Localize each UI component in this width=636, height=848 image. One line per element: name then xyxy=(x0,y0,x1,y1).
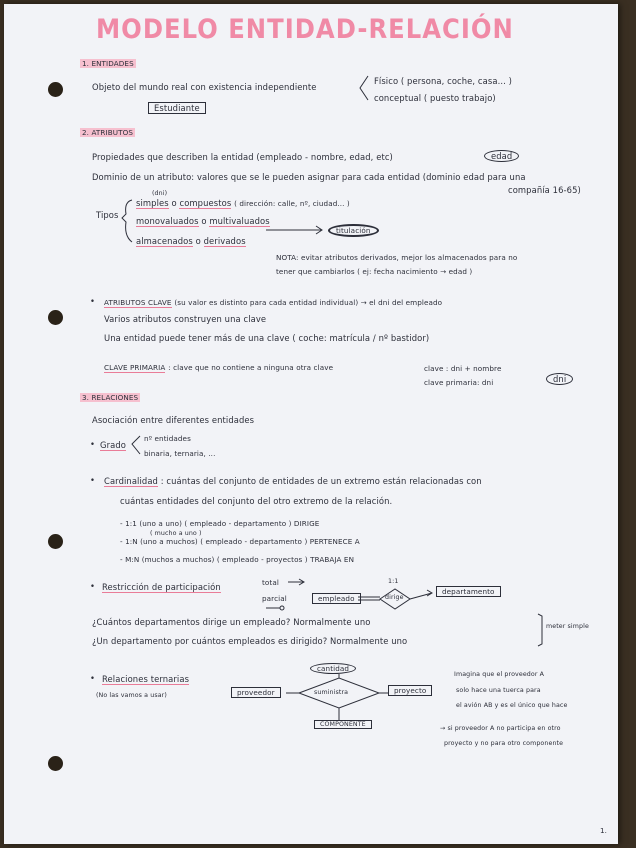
key-oval-dni: dni xyxy=(546,373,573,385)
attribute-cantidad: cantidad xyxy=(310,663,356,674)
page-number: 1. xyxy=(600,826,608,835)
relationship-suministra: suministra xyxy=(314,689,349,696)
clave-line-3: Una entidad puede tener más de una clave ( coche: matrícula / nº bastidor) xyxy=(104,333,430,343)
card-type-1: - 1:1 (uno a uno) ( empleado - departamento ) DIRIGE xyxy=(120,519,320,528)
grado-label: Grado xyxy=(100,440,127,450)
tipo-o: o xyxy=(195,236,201,246)
question-2: ¿Un departamento por cuántos empleados es dirigido? Normalmente uno xyxy=(92,636,408,646)
tipo-compuestos: compuestos xyxy=(179,198,232,208)
bullet: • xyxy=(90,673,96,683)
section-heading-entidades: 1. ENTIDADES xyxy=(82,59,134,68)
restriccion-parcial: parcial xyxy=(262,594,287,603)
multivalued-oval-titulacion: titulación xyxy=(328,224,379,237)
tipos-label: Tipos xyxy=(96,210,119,220)
grado-def-2: binaria, ternaria, ... xyxy=(144,449,216,458)
tipo-monovaluados: monovaluados xyxy=(136,216,199,226)
ternarias-sub: (No las vamos a usar) xyxy=(96,692,167,699)
card-type-2: - 1:N (uno a muchos) ( empleado - departamento ) PERTENECE A xyxy=(120,537,360,546)
ternary-note-4: → si proveedor A no participa en otro xyxy=(440,725,561,732)
bullet: • xyxy=(90,475,96,485)
dominio-definition: Dominio de un atributo: valores que se le pueden asignar para cada entidad (dominio edad para una xyxy=(92,172,526,182)
tipo-o: o xyxy=(171,198,177,208)
bullet: • xyxy=(90,581,96,591)
relationship-dirige: dirige xyxy=(385,594,404,601)
arrow xyxy=(288,579,304,585)
clave-primaria-label: CLAVE PRIMARIA xyxy=(104,363,166,372)
bullet: • xyxy=(90,296,96,306)
card-type-3: - M:N (muchos a muchos) ( empleado - proyectos ) TRABAJA EN xyxy=(120,555,355,564)
restriccion-total: total xyxy=(262,578,279,587)
ratio-label: 1:1 xyxy=(388,578,399,585)
bullet: • xyxy=(90,439,96,449)
entity-proveedor: proveedor xyxy=(231,687,281,698)
entity-componente: COMPONENTE xyxy=(314,720,372,729)
cardinalidad-def-2: cuántas entidades del conjunto del otro extremo de la relación. xyxy=(120,496,393,506)
entity-proyecto: proyecto xyxy=(388,685,432,696)
arrow xyxy=(266,226,322,234)
grado-def-1: nº entidades xyxy=(144,434,191,443)
brace xyxy=(360,76,368,100)
clave-example: clave : dni + nombre xyxy=(424,364,502,373)
tipo-simples: simples xyxy=(136,198,169,208)
tipo-almacenados: almacenados xyxy=(136,236,193,246)
ternary-note-1: Imagina que el proveedor A xyxy=(454,671,545,678)
clave-primaria-example: clave primaria: dni xyxy=(424,378,494,387)
section-heading-atributos: 2. ATRIBUTOS xyxy=(82,128,134,137)
tipo-multivaluados: multivaluados xyxy=(209,216,270,226)
attribute-oval-edad: edad xyxy=(484,150,519,162)
entity-example-box: Estudiante xyxy=(148,102,206,114)
clave-primaria-def: : clave que no contiene a ninguna otra clave xyxy=(168,363,334,372)
brace xyxy=(122,200,132,242)
atributos-clave-def: (su valor es distinto para cada entidad individual) → el dni del empleado xyxy=(174,298,443,307)
notebook-page xyxy=(4,4,618,844)
diagram-strokes xyxy=(4,4,618,844)
relationship-diamond xyxy=(380,589,410,609)
tipo-derivados: derivados xyxy=(203,236,246,246)
relationship-diamond-ternary xyxy=(299,678,379,708)
tipo-o: o xyxy=(201,216,207,226)
entidad-definition: Objeto del mundo real con existencia independiente xyxy=(92,82,317,92)
atributo-definition: Propiedades que describen la entidad (empleado - nombre, edad, etc) xyxy=(92,152,393,162)
dni-note: (dni) xyxy=(152,190,168,197)
question-1: ¿Cuántos departamentos dirige un empleado? Normalmente uno xyxy=(92,617,371,627)
ternarias-label: Relaciones ternarias xyxy=(102,674,190,684)
relacion-definition: Asociación entre diferentes entidades xyxy=(92,415,255,425)
cardinalidad-def-1: : cuántas del conjunto de entidades de un extremo están relacionadas con xyxy=(160,476,482,486)
ternary-note-3: el avión AB y es el único que hace xyxy=(456,702,568,709)
page-title: MODELO ENTIDAD-RELACIÓN xyxy=(96,14,514,45)
section-heading-relaciones: 3. RELACIONES xyxy=(82,393,139,402)
dominio-definition-cont: compañía 16-65) xyxy=(508,185,581,195)
tipo-compuestos-ex: ( dirección: calle, nº, ciudad... ) xyxy=(234,199,350,208)
entidad-fisico: Físico ( persona, coche, casa... ) xyxy=(374,76,512,86)
entidad-conceptual: conceptual ( puesto trabajo) xyxy=(374,93,496,103)
entity-departamento: departamento xyxy=(436,586,501,597)
atributos-clave-title: ATRIBUTOS CLAVE xyxy=(104,298,172,307)
clave-line-2: Varios atributos construyen una clave xyxy=(104,314,267,324)
brace xyxy=(132,436,140,454)
restriccion-label: Restricción de participación xyxy=(102,582,221,592)
entity-empleado: empleado xyxy=(312,593,361,604)
cardinalidad-label: Cardinalidad xyxy=(104,476,158,486)
card-type-2-note: ( mucho a uno ) xyxy=(150,530,202,537)
ternary-note-2: solo hace una tuerca para xyxy=(456,687,541,694)
nota-line-1: NOTA: evitar atributos derivados, mejor los almacenados para no xyxy=(276,253,518,262)
nota-line-2: tener que cambiarlos ( ej: fecha nacimiento → edad ) xyxy=(276,267,473,276)
ternary-note-5: proyecto y no para otro componente xyxy=(444,740,564,747)
question-note: meter simple xyxy=(546,623,589,630)
